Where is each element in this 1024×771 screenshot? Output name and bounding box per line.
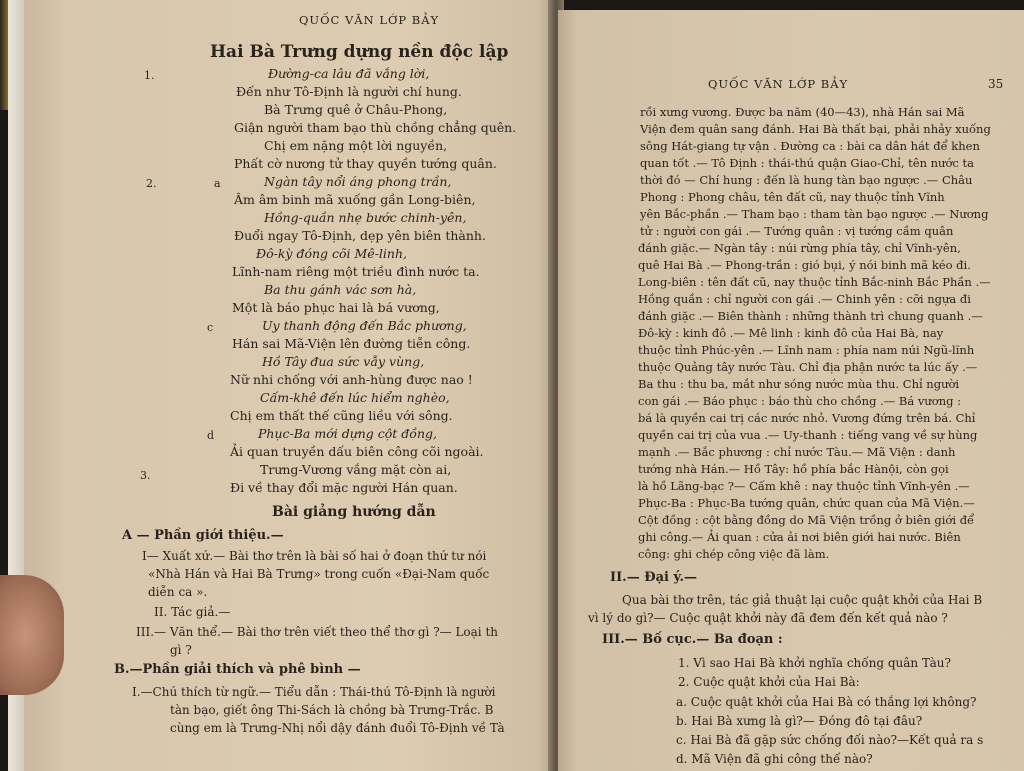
note-line: sông Hát-giang tự vận . Đường ca : bài ca dân hát để khen [640,139,980,153]
note-line: đánh giặc.— Ngàn tây : núi rừng phía tây, chỉ Vĩnh-yên, [638,241,961,255]
outline-item: b. Hai Bà xưng là gì?— Đóng đô tại đâu? [676,714,923,728]
poem-line: Hồng-quần nhẹ bước chinh-yên, [264,210,467,225]
section-marker: 1. [144,69,155,82]
section-marker: a [214,177,221,190]
note-line: tử : người con gái .— Tướng quân : vị tướng cầm quân [640,224,954,238]
lesson-title: Bài giảng hướng dẫn [272,504,436,520]
left-page [24,0,560,771]
section-line: II. Tác giả.— [154,605,231,619]
section-marker: d [207,429,215,442]
poem-line: Uy thanh động đến Bắc phương, [262,318,467,333]
section-marker: 3. [140,469,151,482]
page-header: QUỐC VĂN LỚP BẢY [299,13,440,27]
poem-line: Đến như Tô-Định là người chí hung. [236,84,462,99]
thumb [0,575,64,695]
note-line: ghi công.— Ải quan : cửa ải nơi biên giới hai nước. Biên [638,530,961,544]
section-heading: B.—Phần giải thích và phê bình — [114,662,361,677]
outline-item: 2. Cuộc quật khởi của Hai Bà: [678,675,860,689]
note-line: Phong : Phong châu, tên đất cũ, nay thuộc tỉnh Vĩnh [640,190,945,204]
note-line: là hồ Lãng-bạc ?— Cấm khê : nay thuộc tỉnh Vĩnh-yên .— [638,479,970,493]
section-line: Qua bài thơ trên, tác giả thuật lại cuộc quật khởi của Hai B [622,593,983,607]
note-line: quyền cai trị của vua .— Uy-thanh : tiếng vang về sự hùng [638,428,978,442]
poem-line: Ải quan truyền dấu biên công cõi ngoài. [230,444,484,459]
section-marker: c [207,321,214,334]
poem-line: Phất cờ nương tử thay quyền tướng quân. [234,156,497,171]
poem-line: Nữ nhi chống với anh-hùng được nao ! [230,372,473,387]
note-line: thuộc tỉnh Phúc-yên .— Lĩnh nam : phía nam núi Ngũ-lĩnh [638,343,975,357]
note-line: quê Hai Bà .— Phong-trần : gió bụi, ý nói binh mã kéo đi. [638,258,971,272]
outline-item: d. Mã Viện đã ghi công thế nào? [676,752,873,766]
poem-line: Đi về thay đổi mặc người Hán quan. [230,480,458,495]
poem-line: Giận người tham bạo thù chồng chẳng quên. [234,120,517,135]
note-line: thuộc Quảng tây nước Tàu. Chỉ địa phận nước ta lúc ấy .— [638,360,978,374]
note-line: tướng nhà Hán.— Hồ Tây: hồ phía bắc Hànội, còn gọi [638,462,949,476]
section-line: «Nhà Hán và Hai Bà Trưng» trong cuốn «Đại-Nam quốc [148,567,490,581]
poem-line: Hồ Tây đua sức vẫy vùng, [262,354,425,369]
poem-line: Trưng-Vương vắng mặt còn ai, [260,462,452,477]
note-line: Ba thu : thu ba, mắt như sóng nước mùa thu. Chỉ người [638,377,960,391]
page-header: QUỐC VĂN LỚP BẢY [708,77,849,91]
note-line: rồi xưng vương. Được ba năm (40—43), nhà Hán sai Mã [640,105,965,119]
note-line: Cột đồng : cột bằng đồng do Mã Viện trồng ở biên giới để [638,513,975,527]
poem-line: Lĩnh-nam riêng một triều đình nước ta. [232,264,480,279]
section-marker: 2. [146,177,157,190]
section-line: diễn ca ». [148,585,208,599]
note-line: bá là quyền cai trị các nước nhỏ. Vương đứng trên bá. Chỉ [638,411,976,425]
section-line: III.— Văn thể.— Bài thơ trên viết theo thể thơ gì ?— Loại th [136,625,498,639]
right-page [558,10,1024,771]
section-line: vì lý do gì?— Cuộc quật khởi này đã đem đến kết quả nào ? [588,611,948,625]
poem-line: Chị em thất thế cũng liều với sông. [230,408,453,423]
poem-line: Bà Trưng quê ở Châu-Phong, [264,102,448,117]
poem-title: Hai Bà Trưng dựng nền độc lập [210,42,509,62]
poem-line: Một là báo phục hai là bá vương, [232,300,440,315]
section-heading: II.— Đại ý.— [610,570,698,585]
note-line: Phục-Ba : Phục-Ba tướng quân, chức quan của Mã Viện.— [638,496,975,510]
outline-item: c. Hai Bà đã gặp sức chống đối nào?—Kết quả ra s [676,733,984,747]
poem-line: Đuổi ngay Tô-Định, dẹp yên biên thành. [234,228,486,243]
section-line: I— Xuất xứ.— Bài thơ trên là bài số hai ở đoạn thứ tư nói [142,549,487,563]
section-heading: A — Phần giới thiệu.— [122,528,284,543]
section-heading: III.— Bố cục.— Ba đoạn : [602,632,783,647]
note-line: mạnh .— Bắc phương : chỉ nước Tàu.— Mã Viện : danh [638,445,956,459]
note-line: Hồng quần : chỉ người con gái .— Chinh yên : cỡi ngựa đi [638,292,971,306]
section-line: cùng em là Trưng-Nhị nổi dậy đánh đuổi Tô-Định về Tà [170,721,505,735]
note-line: Long-biên : tên đất cũ, nay thuộc tỉnh Bắc-ninh Bắc Phần .— [638,275,991,289]
note-line: thời đó — Chí hung : đến là hung tàn bạo ngược .— Châu [640,173,973,187]
section-line: I.—Chú thích từ ngữ.— Tiểu dẫn : Thái-thú Tô-Định là người [132,685,496,699]
outline-item: a. Cuộc quật khởi của Hai Bà có thắng lợi không? [676,695,977,709]
poem-line: Ba thu gánh vác sơn hà, [264,282,417,297]
note-line: Viện đem quân sang đánh. Hai Bà thất bại, phải nhảy xuống [640,122,991,136]
poem-line: Đường-ca lâu đã vắng lời, [268,66,430,81]
poem-line: Ngàn tây nổi áng phong trần, [264,174,452,189]
note-line: yên Bắc-phần .— Tham bạo : tham tàn bạo ngược .— Nương [640,207,989,221]
note-line: công: ghi chép công việc đã làm. [638,547,830,561]
poem-line: Âm âm binh mã xuống gần Long-biên, [234,192,476,207]
note-line: Đô-kỳ : kinh đô .— Mê linh : kinh đô của Hai Bà, nay [638,326,944,340]
poem-line: Cấm-khê đến lúc hiểm nghèo, [260,390,450,405]
poem-line: Phục-Ba mới dựng cột đồng, [258,426,437,441]
note-line: đánh giặc .— Biên thành : những thành trì chung quanh .— [638,309,983,323]
outline-item: 1. Vì sao Hai Bà khởi nghĩa chống quân Tàu? [678,656,951,670]
poem-line: Chị em nặng một lời nguyền, [264,138,448,153]
note-line: con gái .— Báo phục : báo thù cho chồng .— Bá vương : [638,394,961,408]
note-line: quan tốt .— Tô Định : thái-thú quận Giao-Chỉ, tên nước ta [640,156,974,170]
section-line: gì ? [170,643,192,657]
poem-line: Đô-kỳ đóng cõi Mê-linh, [256,246,407,261]
poem-line: Hán sai Mã-Viện lên đường tiễn công. [232,336,471,351]
section-line: tàn bạo, giết ông Thi-Sách là chồng bà Trưng-Trắc. B [170,703,494,717]
page-number: 35 [988,77,1004,91]
